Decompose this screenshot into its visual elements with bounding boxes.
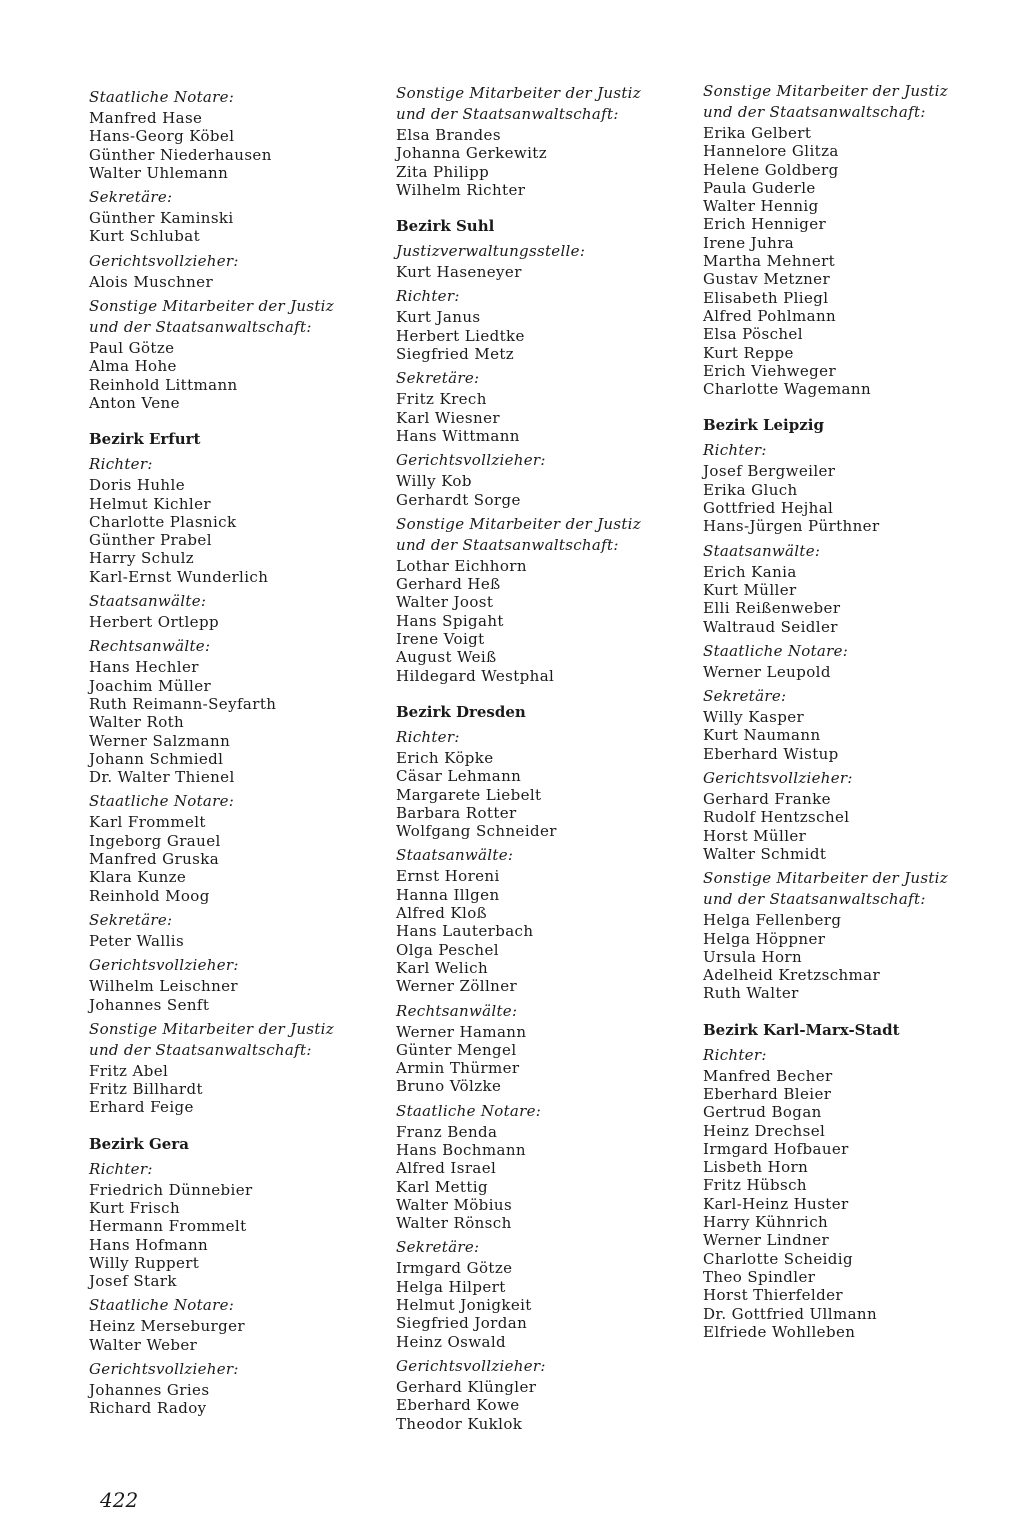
person-name: Gottfried Hejhal — [703, 499, 834, 518]
person-name: Erich Kania — [703, 562, 797, 581]
category-label: Richter: — [89, 455, 153, 474]
person-name: Helmut Jonigkeit — [396, 1296, 532, 1315]
person-name: Lothar Eichhorn — [396, 556, 527, 575]
person-name: Kurt Müller — [703, 580, 797, 599]
person-name: Kurt Frisch — [89, 1198, 181, 1217]
person-name: Charlotte Plasnick — [89, 512, 237, 531]
person-name: Hanna Illgen — [396, 885, 500, 904]
person-name: Anton Vene — [89, 393, 180, 412]
category-label: Sekretäre: — [89, 188, 173, 207]
category-label: Staatsanwälte: — [396, 846, 514, 865]
category-label-continued: und der Staatsanwaltschaft: — [703, 890, 926, 909]
category-label: Richter: — [396, 287, 460, 306]
person-name: Charlotte Wagemann — [703, 380, 872, 399]
category-label: Staatliche Notare: — [89, 88, 235, 106]
category-label-continued: und der Staatsanwaltschaft: — [396, 535, 619, 554]
person-name: Erich Viehweger — [703, 361, 837, 380]
category-label: Gerichtsvollzieher: — [396, 451, 546, 470]
person-name: Walter Schmidt — [703, 844, 827, 863]
person-name: Johanna Gerkewitz — [396, 144, 548, 163]
category-label: Sonstige Mitarbeiter der Justiz — [396, 514, 641, 533]
person-name: Fritz Billhardt — [89, 1080, 203, 1099]
person-name: Horst Thierfelder — [703, 1286, 843, 1305]
person-name: Karl Wiesner — [396, 408, 500, 427]
person-name: Kurt Naumann — [703, 726, 821, 745]
category-label: Sonstige Mitarbeiter der Justiz — [89, 297, 334, 316]
person-name: Walter Rönsch — [396, 1214, 512, 1233]
person-name: Friedrich Dünnebier — [89, 1180, 253, 1199]
person-name: Heinz Drechsel — [703, 1121, 826, 1140]
person-name: Willy Kob — [396, 472, 472, 491]
person-name: Theodor Kuklok — [396, 1414, 523, 1433]
category-label: Sekretäre: — [396, 1238, 480, 1257]
person-name: Kurt Haseneyer — [396, 263, 522, 282]
person-name: Paula Guderle — [703, 178, 816, 197]
person-name: Gerhard Klüngler — [396, 1377, 537, 1396]
category-label: Gerichtsvollzieher: — [396, 1356, 546, 1375]
person-name: Erhard Feige — [89, 1098, 194, 1117]
person-name: Manfred Becher — [703, 1066, 833, 1085]
person-name: Werner Lindner — [703, 1231, 830, 1250]
person-name: Hans Hechler — [89, 658, 199, 677]
person-name: Hannelore Glitza — [703, 142, 839, 161]
person-name: Paul Götze — [89, 339, 175, 358]
category-label: Sonstige Mitarbeiter der Justiz — [89, 1019, 334, 1038]
column-middle — [396, 84, 696, 1433]
person-name: Waltraud Seidler — [703, 617, 838, 636]
person-name: Wilhelm Richter — [396, 180, 526, 199]
person-name: Margarete Liebelt — [396, 785, 542, 804]
person-name: Walter Weber — [89, 1335, 198, 1354]
category-label: Richter: — [703, 441, 767, 460]
column-left — [89, 88, 389, 1418]
person-name: August Weiß — [396, 648, 497, 667]
person-name: Harry Schulz — [89, 549, 195, 568]
person-name: Reinhold Moog — [89, 886, 210, 905]
person-name: Elisabeth Pliegl — [703, 288, 829, 307]
person-name: Josef Bergweiler — [703, 462, 836, 481]
person-name: Herbert Ortlepp — [89, 613, 219, 632]
person-name: Elfriede Wohlleben — [703, 1322, 856, 1341]
district-heading: Bezirk Suhl — [396, 217, 495, 236]
person-name: Dr. Walter Thienel — [89, 768, 235, 787]
person-name: Fritz Hübsch — [703, 1176, 807, 1195]
person-name: Wolfgang Schneider — [396, 822, 557, 841]
person-name: Heinz Oswald — [396, 1332, 507, 1351]
person-name: Werner Zöllner — [396, 977, 518, 996]
category-label: Richter: — [89, 1159, 153, 1178]
person-name: Kurt Janus — [396, 308, 481, 327]
category-label: Gerichtsvollzieher: — [89, 251, 239, 270]
person-name: Irmgard Götze — [396, 1259, 513, 1278]
person-name: Armin Thürmer — [396, 1059, 520, 1078]
person-name: Ursula Horn — [703, 947, 803, 966]
person-name: Helga Höppner — [703, 929, 826, 948]
person-name: Karl-Heinz Huster — [703, 1194, 849, 1213]
category-label: Gerichtsvollzieher: — [89, 956, 239, 975]
person-name: Johann Schmiedl — [89, 749, 224, 768]
person-name: Werner Hamann — [396, 1022, 527, 1041]
person-name: Erika Gelbert — [703, 124, 812, 142]
category-label: Sekretäre: — [89, 910, 173, 929]
person-name: Dr. Gottfried Ullmann — [703, 1304, 878, 1323]
person-name: Günther Kaminski — [89, 209, 234, 228]
category-label: Richter: — [396, 727, 460, 746]
person-name: Harry Kühnrich — [703, 1213, 829, 1232]
person-name: Martha Mehnert — [703, 252, 836, 271]
category-label: Staatliche Notare: — [703, 641, 849, 660]
category-label: Sonstige Mitarbeiter der Justiz — [703, 869, 948, 888]
person-name: Gerhard Franke — [703, 790, 831, 809]
person-name: Irene Voigt — [396, 630, 485, 649]
person-name: Gerhardt Sorge — [396, 490, 521, 509]
district-heading: Bezirk Leipzig — [703, 416, 824, 435]
person-name: Peter Wallis — [89, 931, 185, 950]
category-label: Gerichtsvollzieher: — [703, 769, 853, 788]
person-name: Hans Hofmann — [89, 1235, 209, 1254]
category-label: Justizverwaltungsstelle: — [396, 242, 586, 261]
person-name: Willy Ruppert — [89, 1253, 200, 1272]
person-name: Klara Kunze — [89, 868, 187, 887]
person-name: Elsa Pöschel — [703, 325, 803, 344]
district-heading: Bezirk Gera — [89, 1134, 189, 1153]
person-name: Gertrud Bogan — [703, 1103, 822, 1122]
column-right — [703, 82, 1003, 1341]
category-label-continued: und der Staatsanwaltschaft: — [703, 103, 926, 121]
person-name: Fritz Abel — [89, 1061, 169, 1080]
category-label: Rechtsanwälte: — [89, 637, 211, 656]
category-label-continued: und der Staatsanwaltschaft: — [89, 1040, 312, 1059]
person-name: Walter Uhlemann — [89, 163, 229, 182]
category-label: Sonstige Mitarbeiter der Justiz — [703, 82, 948, 100]
person-name: Karl-Ernst Wunderlich — [89, 567, 269, 586]
person-name: Zita Philipp — [396, 162, 490, 181]
person-name: Joachim Müller — [89, 676, 212, 695]
person-name: Hildegard Westphal — [396, 666, 555, 685]
category-label-continued: und der Staatsanwaltschaft: — [396, 105, 619, 123]
person-name: Günter Mengel — [396, 1040, 517, 1059]
person-name: Günther Prabel — [89, 531, 212, 550]
person-name: Alois Muschner — [89, 272, 214, 291]
person-name: Olga Peschel — [396, 940, 499, 959]
person-name: Alma Hohe — [89, 357, 177, 376]
person-name: Siegfried Metz — [396, 345, 515, 364]
person-name: Hans-Jürgen Pürthner — [703, 517, 880, 536]
person-name: Franz Benda — [396, 1122, 498, 1141]
person-name: Karl Mettig — [396, 1177, 488, 1196]
person-name: Manfred Gruska — [89, 850, 220, 869]
person-name: Helga Fellenberg — [703, 911, 842, 930]
category-label: Staatliche Notare: — [89, 792, 235, 811]
person-name: Erich Henniger — [703, 215, 827, 234]
person-name: Elli Reißenweber — [703, 599, 841, 618]
person-name: Hermann Frommelt — [89, 1217, 247, 1236]
person-name: Elsa Brandes — [396, 126, 501, 144]
person-name: Johannes Senft — [89, 995, 210, 1014]
person-name: Theo Spindler — [703, 1267, 816, 1286]
person-name: Hans Wittmann — [396, 426, 520, 445]
person-name: Walter Roth — [89, 713, 185, 732]
person-name: Gerhard Heß — [396, 575, 501, 594]
person-name: Josef Stark — [89, 1272, 177, 1291]
person-name: Richard Radoy — [89, 1399, 207, 1418]
person-name: Hans Bochmann — [396, 1140, 526, 1159]
person-name: Ingeborg Grauel — [89, 831, 221, 850]
person-name: Alfred Pohlmann — [703, 306, 837, 325]
person-name: Helmut Kichler — [89, 494, 211, 513]
person-name: Manfred Hase — [89, 109, 203, 127]
person-name: Walter Möbius — [396, 1195, 513, 1214]
district-heading: Bezirk Karl-Marx-Stadt — [703, 1020, 900, 1039]
person-name: Barbara Rotter — [396, 803, 517, 822]
person-name: Eberhard Wistup — [703, 744, 839, 763]
person-name: Walter Joost — [396, 593, 494, 612]
person-name: Willy Kasper — [703, 708, 805, 727]
category-label-continued: und der Staatsanwaltschaft: — [89, 318, 312, 337]
person-name: Kurt Schlubat — [89, 227, 201, 246]
person-name: Herbert Liedtke — [396, 326, 525, 345]
category-label: Rechtsanwälte: — [396, 1001, 518, 1020]
person-name: Helene Goldberg — [703, 160, 839, 179]
person-name: Kurt Reppe — [703, 343, 794, 362]
person-name: Irmgard Hofbauer — [703, 1139, 849, 1158]
person-name: Horst Müller — [703, 826, 807, 845]
person-name: Doris Huhle — [89, 476, 185, 495]
person-name: Adelheid Kretzschmar — [703, 966, 881, 985]
person-name: Bruno Völzke — [396, 1077, 502, 1096]
person-name: Fritz Krech — [396, 390, 487, 409]
person-name: Johannes Gries — [89, 1381, 210, 1400]
category-label: Staatliche Notare: — [89, 1296, 235, 1315]
person-name: Alfred Kloß — [396, 904, 488, 923]
person-name: Ernst Horeni — [396, 867, 500, 886]
district-heading: Bezirk Dresden — [396, 702, 526, 721]
person-name: Karl Frommelt — [89, 813, 206, 832]
person-name: Siegfried Jordan — [396, 1314, 528, 1333]
person-name: Hans-Georg Köbel — [89, 127, 235, 146]
page-number: 422 — [100, 1488, 139, 1512]
person-name: Erich Köpke — [396, 748, 494, 767]
person-name: Hans Spigaht — [396, 611, 504, 630]
person-name: Lisbeth Horn — [703, 1158, 809, 1177]
category-label: Gerichtsvollzieher: — [89, 1360, 239, 1379]
person-name: Ruth Walter — [703, 984, 799, 1003]
person-name: Wilhelm Leischner — [89, 977, 238, 996]
category-label: Staatsanwälte: — [703, 541, 821, 560]
person-name: Eberhard Kowe — [396, 1396, 520, 1415]
category-label: Richter: — [703, 1045, 767, 1064]
person-name: Cäsar Lehmann — [396, 767, 522, 786]
person-name: Charlotte Scheidig — [703, 1249, 853, 1268]
person-name: Rudolf Hentzschel — [703, 808, 850, 827]
person-name: Alfred Israel — [396, 1159, 497, 1178]
person-name: Karl Welich — [396, 958, 489, 977]
category-label: Sekretäre: — [396, 369, 480, 388]
category-label: Sekretäre: — [703, 687, 787, 706]
person-name: Reinhold Littmann — [89, 375, 238, 394]
person-name: Irene Juhra — [703, 233, 795, 252]
person-name: Eberhard Bleier — [703, 1084, 832, 1103]
person-name: Gustav Metzner — [703, 270, 831, 289]
person-name: Günther Niederhausen — [89, 145, 272, 164]
person-name: Walter Hennig — [703, 197, 819, 216]
district-heading: Bezirk Erfurt — [89, 430, 201, 449]
category-label: Staatsanwälte: — [89, 592, 207, 611]
person-name: Hans Lauterbach — [396, 922, 534, 941]
person-name: Werner Salzmann — [89, 731, 231, 750]
person-name: Ruth Reimann-Seyfarth — [89, 694, 277, 713]
person-name: Heinz Merseburger — [89, 1317, 245, 1336]
category-label: Staatliche Notare: — [396, 1101, 542, 1120]
person-name: Werner Leupold — [703, 662, 831, 681]
person-name: Helga Hilpert — [396, 1277, 506, 1296]
category-label: Sonstige Mitarbeiter der Justiz — [396, 84, 641, 102]
person-name: Erika Gluch — [703, 480, 798, 499]
